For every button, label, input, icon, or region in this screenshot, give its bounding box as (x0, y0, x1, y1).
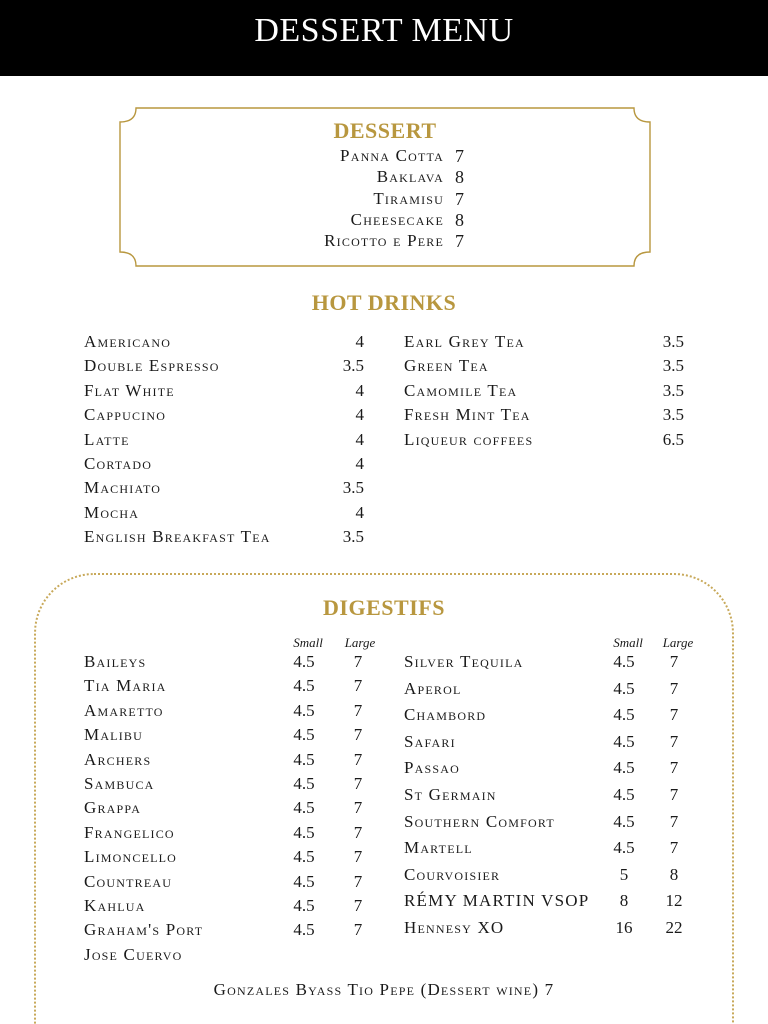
dessert-wine-line: Gonzales Byass Tio Pepe (Dessert wine) 7 (213, 980, 555, 999)
digestif-item (404, 679, 704, 706)
small-price: 4.5 (613, 705, 635, 725)
large-price: 7 (669, 731, 679, 751)
small-price: 4.5 (613, 652, 635, 671)
item-name: Silver Tequila (404, 652, 524, 671)
item-name: Liqueur coffees (404, 429, 534, 449)
small-price: 4.5 (613, 838, 635, 858)
item-name: Camomile Tea (404, 380, 518, 400)
small-price: 16 (615, 917, 633, 937)
item-name: Cortado (84, 453, 153, 473)
digestif-item (84, 798, 384, 822)
item-name: St Germain (404, 784, 497, 804)
small-price: 4.5 (293, 798, 315, 818)
large-price: 7 (669, 705, 679, 725)
item-price: 4 (355, 405, 364, 425)
item-name: Hennesy XO (404, 917, 505, 937)
digestif-item (84, 823, 384, 847)
small-price: 8 (619, 891, 629, 911)
page-title: DESSERT MENU (254, 12, 514, 49)
large-price: 7 (353, 676, 363, 696)
item-price: 4 (355, 429, 364, 449)
item-price: 3.5 (342, 478, 364, 498)
menu-item (84, 478, 364, 502)
dessert-item (300, 210, 490, 231)
large-price: 7 (353, 798, 363, 818)
small-price: 4.5 (293, 920, 315, 940)
small-price: 4.5 (293, 847, 315, 867)
item-price: 3.5 (342, 527, 364, 547)
digestif-item (84, 676, 384, 700)
menu-item (84, 356, 364, 380)
small-price: 4.5 (613, 784, 635, 804)
item-price: 7 (455, 146, 464, 166)
item-name: Flat White (84, 380, 175, 400)
small-price: 4.5 (293, 871, 315, 891)
hot-drinks-right-column (404, 332, 684, 454)
small-price: 4.5 (293, 652, 315, 671)
digestif-item (404, 891, 704, 918)
small-price: 4.5 (613, 811, 635, 831)
item-name: Baileys (84, 652, 147, 671)
digestif-item (84, 847, 384, 871)
large-price: 7 (669, 811, 679, 831)
item-name: Double Espresso (84, 356, 220, 376)
item-name: Green Tea (404, 356, 489, 376)
item-name: Archers (84, 749, 152, 769)
digestif-item (84, 750, 384, 774)
large-price: 7 (353, 773, 363, 793)
hot-drinks-left-column (84, 332, 364, 552)
item-name: Limoncello (84, 847, 178, 867)
large-price: 7 (353, 920, 363, 940)
menu-item (84, 503, 364, 527)
item-name: Latte (84, 429, 130, 449)
item-price: 3.5 (662, 380, 684, 400)
menu-item (404, 381, 684, 405)
menu-item (404, 356, 684, 380)
small-price: 4.5 (293, 749, 315, 769)
large-price: 7 (669, 838, 679, 858)
item-price: 8 (455, 167, 464, 188)
large-price: 7 (353, 749, 363, 769)
hot-drinks-heading: HOT DRINKS (311, 290, 457, 315)
small-price: 5 (619, 864, 629, 884)
large-price: 7 (669, 784, 679, 804)
item-price: 4 (355, 502, 364, 522)
large-price: 7 (353, 700, 363, 720)
large-price: 12 (665, 891, 683, 911)
digestifs-right-column (404, 652, 704, 945)
item-name: Americano (84, 332, 172, 351)
item-name: Ricotto e Pere (324, 231, 444, 251)
large-price: 7 (353, 652, 363, 671)
item-name: Machiato (84, 478, 162, 498)
digestif-item (404, 838, 704, 865)
digestif-item (84, 945, 384, 969)
digestif-item (404, 705, 704, 732)
digestif-item (84, 872, 384, 896)
small-price: 4.5 (293, 895, 315, 915)
small-label-left: Small (293, 635, 323, 650)
digestif-item (84, 725, 384, 749)
small-price: 4.5 (293, 700, 315, 720)
menu-item (84, 527, 364, 551)
menu-item (84, 454, 364, 478)
item-price: 7 (455, 188, 464, 209)
large-price: 7 (353, 895, 363, 915)
item-name: Malibu (84, 725, 143, 745)
small-price: 4.5 (613, 758, 635, 778)
digestif-item (84, 774, 384, 798)
dessert-item (300, 231, 490, 252)
item-price: 6.5 (662, 429, 684, 449)
large-price: 7 (669, 758, 679, 778)
large-price: 7 (353, 822, 363, 842)
item-name: Jose Cuervo (84, 944, 183, 964)
small-label-right: Small (613, 635, 643, 650)
small-price: 4.5 (293, 773, 315, 793)
large-price: 7 (669, 652, 679, 671)
digestif-item (404, 812, 704, 839)
item-name: Cheesecake (350, 209, 444, 229)
digestif-item (84, 920, 384, 944)
small-price: 4.5 (613, 731, 635, 751)
large-price: 7 (353, 871, 363, 891)
item-name: Fresh Mint Tea (404, 405, 531, 425)
item-name: Tiramisu (373, 188, 444, 208)
dessert-item (300, 146, 490, 167)
item-price: 3.5 (662, 332, 684, 351)
item-price: 4 (355, 332, 364, 351)
item-name: Chambord (404, 705, 487, 725)
digestif-item (404, 652, 704, 679)
item-price: 3.5 (662, 356, 684, 376)
digestif-item (84, 701, 384, 725)
item-name: Kahlua (84, 895, 146, 915)
item-name: Southern Comfort (404, 811, 555, 831)
large-label-left: Large (344, 635, 376, 650)
large-price: 8 (669, 864, 679, 884)
item-name: Tia Maria (84, 676, 167, 696)
large-label-right: Large (662, 635, 694, 650)
menu-item (404, 405, 684, 429)
digestif-item (404, 865, 704, 892)
large-price: 22 (665, 917, 683, 937)
small-price: 4.5 (293, 822, 315, 842)
item-price: 7 (455, 231, 464, 252)
digestif-item (84, 652, 384, 676)
header-bar (0, 0, 768, 76)
item-name: Frangelico (84, 822, 175, 842)
item-price: 3.5 (342, 356, 364, 376)
digestif-item (84, 896, 384, 920)
item-name: Sambuca (84, 773, 155, 793)
small-price: 4.5 (293, 725, 315, 745)
item-name: Safari (404, 731, 456, 751)
digestif-item (404, 758, 704, 785)
item-name: English Breakfast Tea (84, 527, 271, 547)
digestifs-heading: DIGESTIFS (323, 595, 445, 620)
menu-item (84, 430, 364, 454)
item-name: Earl Grey Tea (404, 332, 525, 351)
digestifs-left-column (84, 652, 384, 969)
menu-item (84, 405, 364, 429)
dessert-item (300, 189, 490, 210)
item-name: Amaretto (84, 700, 164, 720)
large-price: 7 (353, 725, 363, 745)
menu-item (84, 332, 364, 356)
item-name: Grappa (84, 798, 142, 818)
item-name: Passao (404, 758, 461, 778)
item-name: Baklava (376, 167, 444, 187)
large-price: 7 (353, 847, 363, 867)
item-price: 8 (455, 209, 464, 230)
item-name: Countreau (84, 871, 173, 891)
dessert-list (300, 146, 490, 252)
item-name: Graham's Port (84, 920, 204, 940)
item-name: Cappucino (84, 405, 167, 425)
dessert-heading: DESSERT (333, 118, 437, 143)
item-price: 4 (355, 380, 364, 400)
item-name: Aperol (404, 678, 462, 698)
item-name: RÉMY MARTIN VSOP (404, 891, 590, 911)
small-price: 4.5 (293, 676, 315, 696)
item-name: Martell (404, 838, 473, 858)
large-price: 7 (669, 678, 679, 698)
item-name: Courvoisier (404, 864, 501, 884)
digestif-item (404, 785, 704, 812)
item-price: 4 (355, 453, 364, 473)
small-price: 4.5 (613, 678, 635, 698)
dessert-item (300, 167, 490, 188)
menu-item (404, 332, 684, 356)
digestif-item (404, 732, 704, 759)
item-name: Mocha (84, 502, 140, 522)
item-price: 3.5 (662, 405, 684, 425)
menu-item (84, 381, 364, 405)
menu-item (404, 430, 684, 454)
item-name: Panna Cotta (340, 146, 444, 165)
digestif-item (404, 918, 704, 945)
